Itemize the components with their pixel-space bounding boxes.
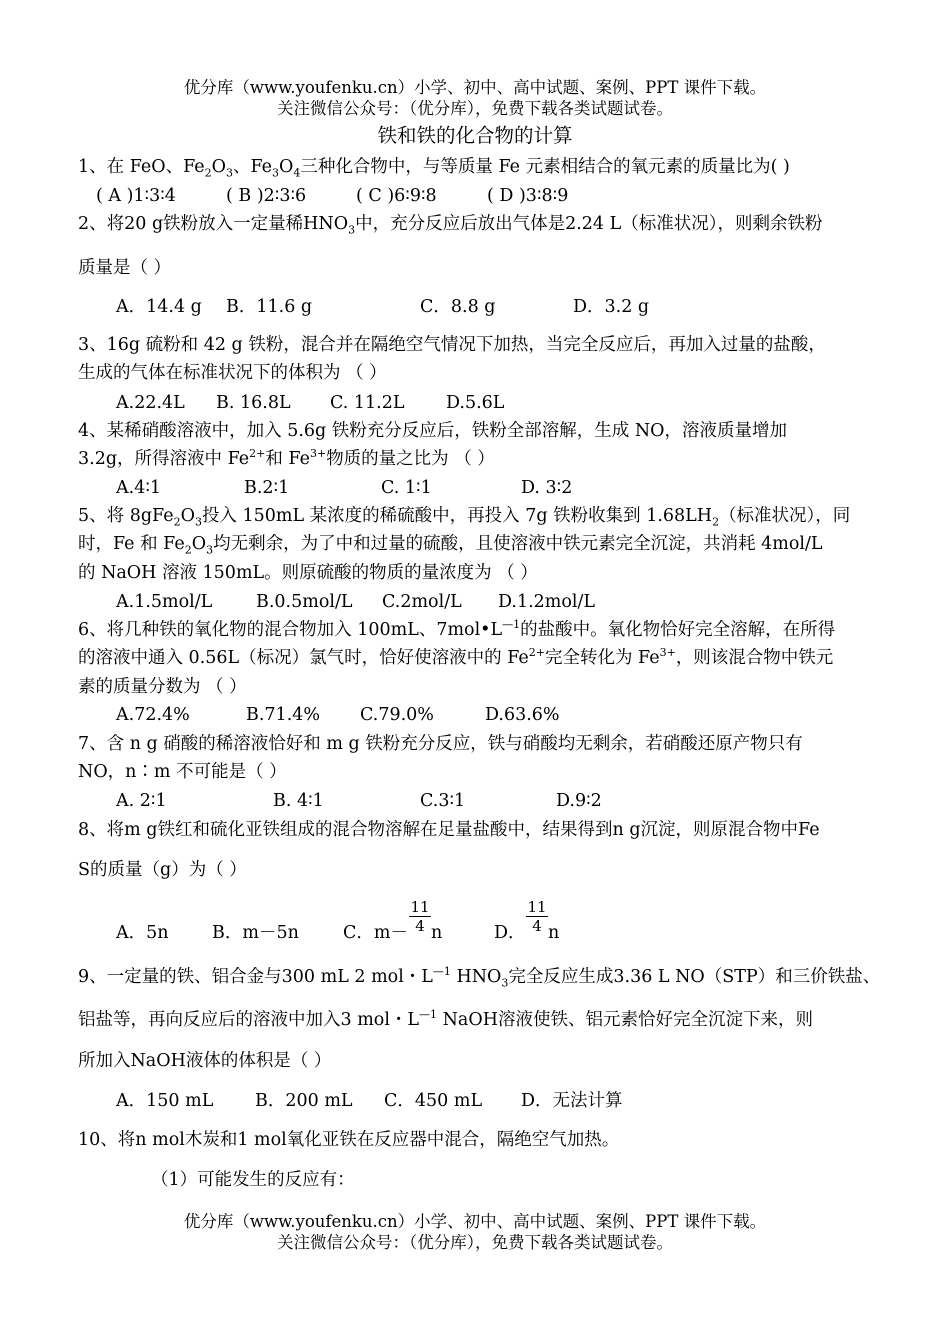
q8-stem-line-1: 8、将m g铁红和硫化亚铁组成的混合物溶解在足量盐酸中，结果得到n g沉淀，则原混合物中Fe [78, 820, 820, 840]
q4-option-d: D. 3∶2 [521, 478, 573, 498]
q8-fraction-c-numerator: 11 [410, 898, 430, 916]
q9-stem-line-2: 铝盐等，再向反应后的溶液中加入3 mol・$L^{—1}$ NaOH溶液使铁、铝元素恰好完全沉淀下来，则 [78, 1008, 813, 1030]
q6-option-c: C.79.0% [360, 705, 434, 725]
q8-option-a: A．5n [116, 923, 169, 943]
q1-option-c: ( C )6∶9∶8 [356, 186, 437, 206]
q7-stem-line-2: NO，n∶m 不可能是（ ） [78, 762, 287, 782]
header-line-1: 优分库（www.youfenku.cn）小学、初中、高中试题、案例、PPT 课件下载。 [183, 78, 767, 97]
q7-option-d: D.9∶2 [556, 791, 602, 811]
q1-option-b: ( B )2∶3∶6 [226, 186, 307, 206]
q8-fraction-c-denominator: 4 [415, 917, 425, 935]
q4-option-b: B.2∶1 [244, 478, 290, 498]
q8-option-c: C．m－ [343, 923, 408, 943]
footer-line-2: 关注微信公众号：（优分库），免费下载各类试题试卷。 [277, 1233, 673, 1252]
q9-stem-line-3: 所加入NaOH液体的体积是（ ） [78, 1051, 332, 1071]
q7-option-c: C.3∶1 [420, 791, 466, 811]
q4-stem-line-1: 4、某稀硝酸溶液中，加入 5.6g 铁粉充分反应后，铁粉全部溶解，生成 NO，溶液质量增加 [78, 421, 788, 441]
q8-option-c-tail: n [431, 923, 443, 943]
q7-option-b: B. 4∶1 [273, 791, 324, 811]
q6-stem-line-1: 6、将几种铁的氧化物的混合物加入 100mL、$7mol•L^{—1}$的盐酸中。氧化物恰好完全溶解，在所得 [78, 618, 836, 640]
q5-option-c: C.2mol/L [382, 592, 462, 612]
q3-option-d: D.5.6L [446, 393, 505, 413]
q8-fraction-d [526, 898, 548, 935]
q8-stem-line-2: S的质量（g）为（ ） [78, 860, 247, 880]
q6-stem-line-3: 素的质量分数为 （ ） [78, 677, 247, 697]
q2-stem-line-1: 2、将20 g铁粉放入一定量稀$HNO_3$中，充分反应后放出气体是2.24 L（标准状况），则剩余铁粉 [78, 214, 823, 237]
q5-option-b: B.0.5mol/L [256, 592, 353, 612]
q8-option-b: B．m－5n [212, 923, 299, 943]
q3-option-b: B. 16.8L [216, 393, 291, 413]
q7-option-a: A. 2∶1 [116, 791, 167, 811]
q2-option-d: D．3.2 g [573, 297, 650, 317]
q8-option-d-tail: n [548, 923, 560, 943]
q2-option-c: C．8.8 g [420, 297, 496, 317]
header-line-2: 关注微信公众号：（优分库），免费下载各类试题试卷。 [277, 99, 673, 118]
q6-stem-line-2: 的溶液中通入 0.56L（标况）氯气时，恰好使溶液中的 $Fe^{2+}$完全转化为 $Fe^{3+}$，则该混合物中铁元 [78, 646, 834, 668]
q9-option-d: D．无法计算 [521, 1091, 623, 1111]
q5-stem-line-2: 时，Fe 和 $Fe_2O_3$均无剩余，为了中和过量的硫酸，且使溶液中铁元素完全沉淀，共消耗 4mol/L [78, 534, 823, 557]
q9-option-a: A．150 mL [116, 1091, 214, 1111]
q3-stem-line-2: 生成的气体在标准状况下的体积为 （ ） [78, 363, 387, 383]
q5-stem-line-3: 的 NaOH 溶液 150mL。则原硫酸的物质的量浓度为 （ ） [78, 563, 538, 583]
q9-option-c: C．450 mL [384, 1091, 483, 1111]
q4-option-a: A.4∶1 [116, 478, 162, 498]
q8-option-d: D． [494, 923, 526, 943]
q4-option-c: C. 1∶1 [381, 478, 432, 498]
page-title: 铁和铁的化合物的计算 [377, 124, 573, 147]
q10-subquestion-1: （1）可能发生的反应有： [151, 1170, 355, 1190]
q6-option-a: A.72.4% [116, 705, 190, 725]
q7-stem-line-1: 7、含 n g 硝酸的稀溶液恰好和 m g 铁粉充分反应，铁与硝酸均无剩余，若硝酸还原产物只有 [78, 734, 803, 754]
q1-stem: 1、在 FeO、$Fe_2O_3$、$Fe_3O_4$三种化合物中，与等质量 Fe 元素相结合的氧元素的质量比为( ) [78, 157, 790, 180]
q9-option-b: B．200 mL [255, 1091, 353, 1111]
q2-option-a: A．14.4 g [116, 297, 202, 317]
q2-stem-line-2: 质量是（ ） [78, 258, 172, 278]
q4-stem-line-2: 3.2g，所得溶液中 $Fe^{2+}$和 $Fe^{3+}$物质的量之比为 （ ） [78, 447, 495, 469]
q8-fraction-d-numerator: 11 [527, 898, 547, 916]
q8-fraction-c [409, 898, 431, 935]
q10-stem-line-1: 10、将n mol木炭和1 mol氧化亚铁在反应器中混合，隔绝空气加热。 [78, 1130, 620, 1150]
q3-option-a: A.22.4L [116, 393, 185, 413]
q3-option-c: C. 11.2L [330, 393, 405, 413]
footer-line-1: 优分库（www.youfenku.cn）小学、初中、高中试题、案例、PPT 课件下载。 [183, 1212, 767, 1231]
q5-stem-line-1: 5、将 $8gFe_2O_3$投入 150mL 某浓度的稀硫酸中，再投入 7g 铁粉收集到 $1.68LH_2$（标准状况），同 [78, 506, 851, 529]
q6-option-b: B.71.4% [246, 705, 321, 725]
q1-option-a: ( A )1∶3∶4 [96, 186, 176, 206]
q5-option-a: A.1.5mol/L [116, 592, 213, 612]
q5-option-d: D.1.2mol/L [498, 592, 596, 612]
q8-fraction-d-denominator: 4 [532, 917, 542, 935]
q3-stem-line-1: 3、16g 硫粉和 42 g 铁粉，混合并在隔绝空气情况下加热，当完全反应后，再加入过量的盐酸， [78, 335, 826, 355]
q9-stem-line-1: 9、一定量的铁、铝合金与300 mL 2 mol・$L^{—1}$ $HNO_3$完全反应生成3.36 L NO（STP）和三价铁盐、 [78, 965, 881, 990]
q1-option-d: ( D )3∶8∶9 [487, 186, 569, 206]
q6-option-d: D.63.6% [485, 705, 560, 725]
q2-option-b: B．11.6 g [226, 297, 313, 317]
